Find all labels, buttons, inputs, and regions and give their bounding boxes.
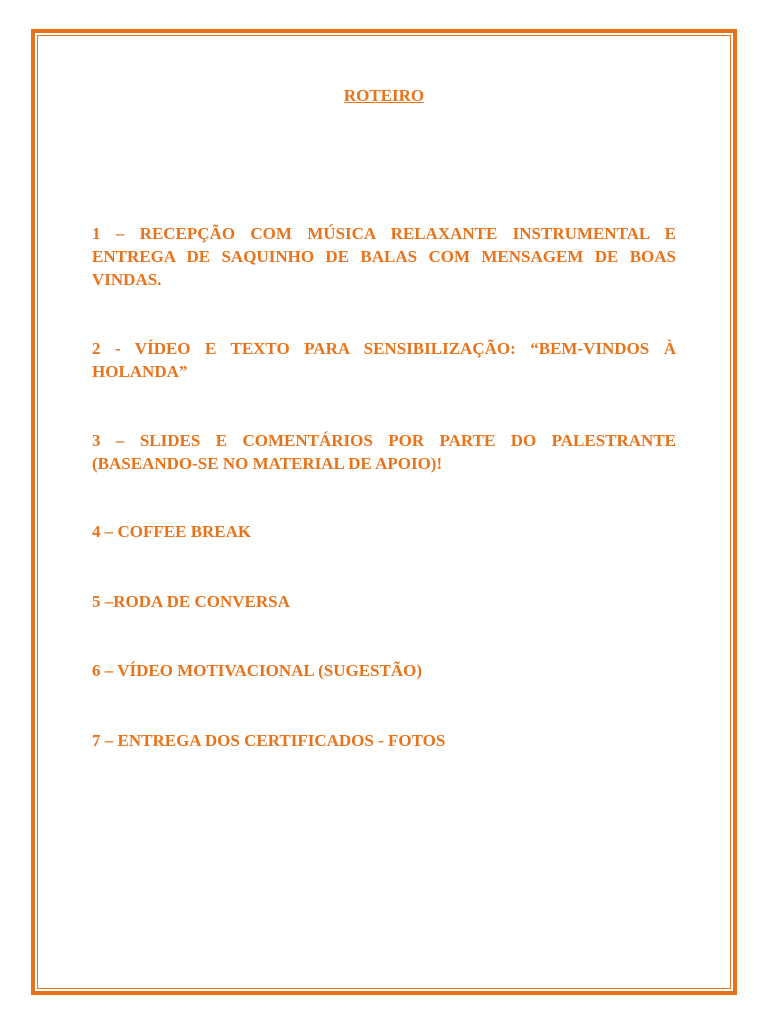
list-item-2: 2 - VÍDEO E TEXTO PARA SENSIBILIZAÇÃO: “BEM-VINDOS À HOLANDA” <box>92 339 676 381</box>
list-item-4: 4 – COFFEE BREAK <box>92 522 252 541</box>
list-item-6: 6 – VÍDEO MOTIVACIONAL (SUGESTÃO) <box>92 661 422 680</box>
list-item-7: 7 – ENTREGA DOS CERTIFICADOS - FOTOS <box>92 731 446 750</box>
page-title: ROTEIRO <box>343 86 425 105</box>
list-item-3: 3 – SLIDES E COMENTÁRIOS POR PARTE DO PALESTRANTE (BASEANDO-SE NO MATERIAL DE APOIO)! <box>92 431 676 473</box>
page-border-inner <box>37 35 731 989</box>
list-item-1: 1 – RECEPÇÃO COM MÚSICA RELAXANTE INSTRUMENTAL E ENTREGA DE SAQUINHO DE BALAS COM MENSAGEM DE BOAS VINDAS. <box>92 224 676 289</box>
list-item-5: 5 –RODA DE CONVERSA <box>92 592 290 611</box>
